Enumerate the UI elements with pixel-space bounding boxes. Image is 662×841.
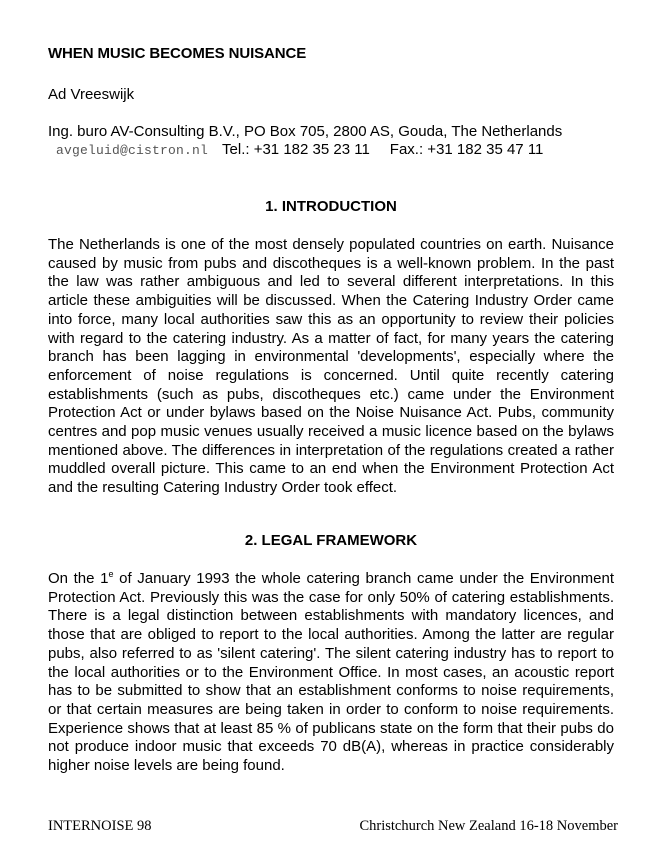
footer-conference: INTERNOISE 98 [48,818,152,834]
section-heading-legal-framework: 2. LEGAL FRAMEWORK [244,532,418,549]
author-name: Ad Vreeswijk [48,86,135,103]
section-heading-introduction: 1. INTRODUCTION [265,198,397,215]
ordinal-superscript: e [108,569,114,579]
contact-line [56,141,543,158]
introduction-paragraph: The Netherlands is one of the most densely populated countries on earth. Nuisance caused by music from pubs and discotheques is a well-known problem. In the past the law was rather ambiguous and led to several different interpretations. In this article these ambiguities will be discussed. When the Catering Industry Order came into force, many local authorities saw this as an opportunity to review their policies with regard to the catering industry. As a matter of fact, for many years the catering branch has been lagging in environmental 'developments', especially where the enforcement of noise regulations is concerned. Until quite recently catering establishments (such as pubs, discotheques etc.) came under the Environment Protection Act or under bylaws based on the Noise Nuisance Act. Pubs, community centres and pop music venues usually received a music licence based on the bylaws mentioned above. The differences in interpretation of the regulations created a rather muddled overall picture. This came to an end when the Environment Protection Act and the resulting Catering Industry Order took effect. [48,236,614,497]
legal-framework-paragraph [48,570,614,776]
legal-framework-text-start: On the 1 [48,570,109,587]
fax: Fax.: +31 182 35 47 11 [389,141,544,158]
author-affiliation: Ing. buro AV-Consulting B.V., PO Box 705, 2800 AS, Gouda, The Netherlands [48,123,563,140]
legal-framework-text-rest: of January 1993 the whole catering branch came under the Environment Protection Act. Previously this was the case for only 50% of catering establishments. There is a legal distinction between establishments with mandatory licences, and those that are obliged to report to the local authorities. Among the latter are regular pubs, also referred to as 'silent catering'. The silent catering industry has to report to the local authorities or to the Environment Office. In most cases, an acoustic report has to be submitted to show that an establishment conforms to noise requirements, or that certain measures are being taken in order to conform to noise requirements. Experience shows that at least 85 % of publicans state on the form that their pubs do not produce indoor music that exceeds 70 dB(A), whereas in practice considerably higher noise levels are being found. [48,570,614,775]
footer-location-date: Christchurch New Zealand 16-18 November [359,818,618,834]
email-address[interactable]: avgeluid@cistron.nl [56,143,209,158]
paper-title: WHEN MUSIC BECOMES NUISANCE [48,45,307,62]
telephone: Tel.: +31 182 35 23 11 [222,141,370,158]
